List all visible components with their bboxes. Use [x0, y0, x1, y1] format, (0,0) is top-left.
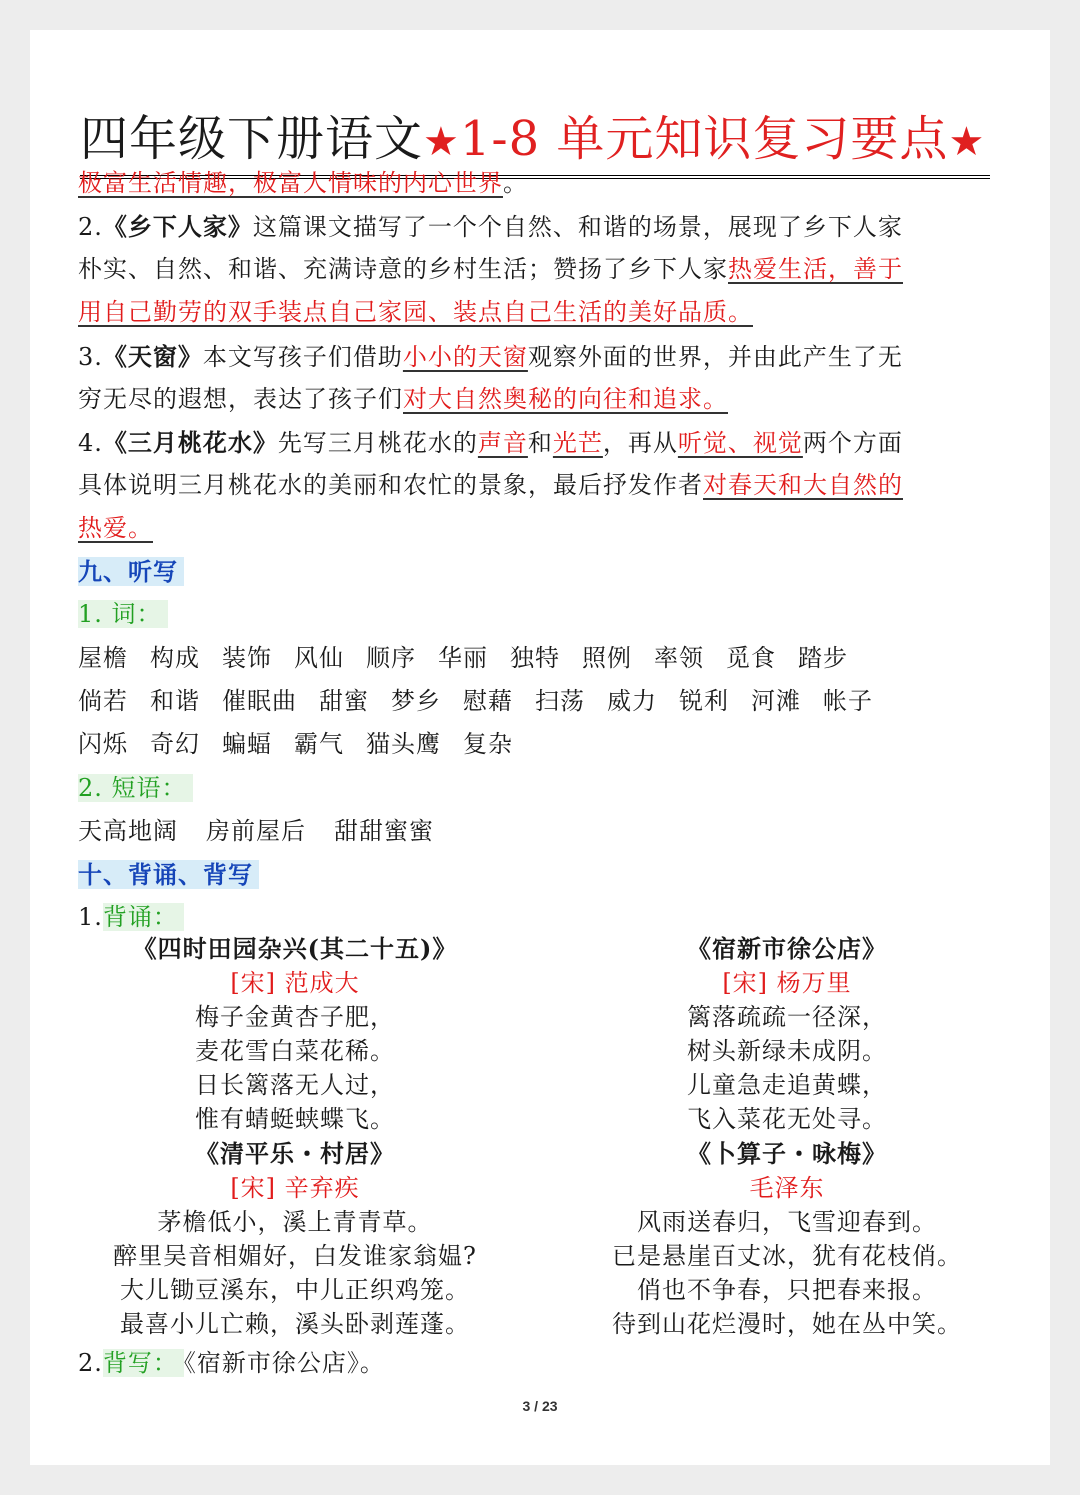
word-item: 屋檐: [78, 644, 128, 672]
word-item: 构成: [150, 644, 200, 672]
words-label: 1. 词：: [78, 593, 1008, 636]
poem-author: [宋] 杨万里: [722, 969, 852, 997]
poem-author: [宋] 辛弃疾: [230, 1174, 360, 1202]
word-item: 猫头鹰: [366, 730, 441, 758]
word-item: 威力: [607, 687, 657, 715]
poem-title: 《四时田园杂兴(其二十五)》: [132, 934, 458, 963]
poem-author: [宋] 范成大: [230, 969, 360, 997]
document-page: [30, 30, 1050, 1465]
phrase-item: 甜甜蜜蜜: [334, 817, 434, 845]
word-item: 华丽: [438, 644, 488, 672]
item-2-line-3: 用自己勤劳的双手装点自己家园、装点自己生活的美好品质。: [78, 298, 753, 326]
poem-2: [552, 932, 1022, 1136]
title-main: 四年级下册语文: [80, 111, 424, 167]
word-item: 顺序: [366, 644, 416, 672]
poem-line: 日长篱落无人过，: [195, 1071, 395, 1099]
word-item: 奇幻: [150, 730, 200, 758]
word-item: 扫荡: [535, 687, 585, 715]
poem-line: 篱落疏疏一径深，: [687, 1003, 887, 1031]
item-3-line-1: 3.《天窗》本文写孩子们借助小小的天窗观察外面的世界，并由此产生了无: [78, 342, 903, 371]
poem-line: 大儿锄豆溪东，中儿正织鸡笼。: [120, 1276, 470, 1304]
word-item: 风仙: [294, 644, 344, 672]
word-item: 河滩: [751, 687, 801, 715]
word-item: 闪烁: [78, 730, 128, 758]
poem-line: 待到山花烂漫时，她在丛中笑。: [612, 1310, 962, 1338]
item-4-line-2: 具体说明三月桃花水的美丽和农忙的景象，最后抒发作者对春天和大自然的: [78, 471, 903, 499]
word-item: 催眠曲: [222, 687, 297, 715]
poem-1: [60, 932, 530, 1136]
words-row-3: [78, 723, 1008, 766]
words-row-2: [78, 680, 1008, 723]
poem-line: 已是悬崖百丈冰，犹有花枝俏。: [612, 1242, 962, 1270]
poem-title: 《卜算子・咏梅》: [687, 1139, 887, 1168]
star-icon: ★: [948, 119, 986, 165]
poem-author: 毛泽东: [749, 1174, 825, 1202]
item-4-line-1: 4.《三月桃花水》先写三月桃花水的声音和光芒，再从听觉、视觉两个方面: [78, 428, 903, 457]
word-item: 觅食: [726, 644, 776, 672]
star-icon: ★: [423, 119, 460, 165]
poem-title: 《清平乐・村居》: [195, 1139, 395, 1168]
book-title: 《三月桃花水》: [102, 428, 278, 457]
word-item: 梦乡: [391, 687, 441, 715]
phrases-row: [78, 810, 1008, 853]
word-item: 帐子: [823, 687, 873, 715]
poem-line: 树头新绿未成阴。: [687, 1037, 887, 1065]
poem-3: [60, 1137, 530, 1341]
poem-line: 惟有蜻蜓蛱蝶飞。: [195, 1105, 395, 1133]
intro-line: 极富生活情趣，极富人情味的内心世界。: [78, 169, 528, 197]
book-title: 《天窗》: [102, 342, 203, 371]
poem-4: [552, 1137, 1022, 1341]
page-number: 3 / 23: [522, 1398, 558, 1414]
word-item: 照例: [582, 644, 632, 672]
poem-line: 俏也不争春，只把春来报。: [637, 1276, 937, 1304]
item-3-line-2: 穷无尽的遐想，表达了孩子们对大自然奥秘的向往和追求。: [78, 385, 728, 413]
poem-line: 风雨送春归，飞雪迎春到。: [637, 1208, 937, 1236]
poem-line: 飞入菜花无处寻。: [687, 1105, 887, 1133]
word-item: 甜蜜: [319, 687, 369, 715]
word-item: 慰藉: [463, 687, 513, 715]
poem-line: 茅檐低小，溪上青青草。: [157, 1208, 433, 1236]
word-item: 霸气: [294, 730, 344, 758]
book-title: 《乡下人家》: [102, 212, 253, 241]
title-red: 1-8 单元知识复习要点: [459, 111, 949, 167]
word-item: 倘若: [78, 687, 128, 715]
poem-line: 儿童急走追黄蝶，: [687, 1071, 887, 1099]
item-2-line-1: 2.《乡下人家》这篇课文描写了一个个自然、和谐的场景，展现了乡下人家: [78, 212, 903, 241]
word-item: 独特: [510, 644, 560, 672]
word-item: 锐利: [679, 687, 729, 715]
poem-line: 最喜小儿亡赖，溪头卧剥莲蓬。: [120, 1310, 470, 1338]
word-item: 率领: [654, 644, 704, 672]
word-item: 复杂: [463, 730, 513, 758]
word-item: 踏步: [798, 644, 848, 672]
poem-line: 梅子金黄杏子肥，: [195, 1003, 395, 1031]
poem-line: 麦花雪白菜花稀。: [195, 1037, 395, 1065]
write-line: 2.背写： 《宿新市徐公店》。: [78, 1349, 385, 1377]
word-item: 装饰: [222, 644, 272, 672]
word-item: 蝙蝠: [222, 730, 272, 758]
recite-label: 1.背诵：: [78, 896, 1008, 939]
phrase-item: 天高地阔: [78, 817, 178, 845]
words-row-1: [78, 637, 1008, 680]
recite-heading: 十、背诵、背写: [78, 853, 1008, 897]
poem-line: 醉里吴音相媚好，白发谁家翁媪?: [113, 1242, 477, 1270]
phrase-item: 房前屋后: [206, 817, 306, 845]
poem-title: 《宿新市徐公店》: [687, 934, 887, 963]
item-2-line-2: 朴实、自然、和谐、充满诗意的乡村生活；赞扬了乡下人家热爱生活，善于: [78, 255, 903, 283]
phrases-label: 2. 短语：: [78, 767, 1008, 810]
item-4-line-3: 热爱。: [78, 514, 153, 542]
dictation-heading: 九、听写: [78, 550, 1008, 594]
word-item: 和谐: [150, 687, 200, 715]
